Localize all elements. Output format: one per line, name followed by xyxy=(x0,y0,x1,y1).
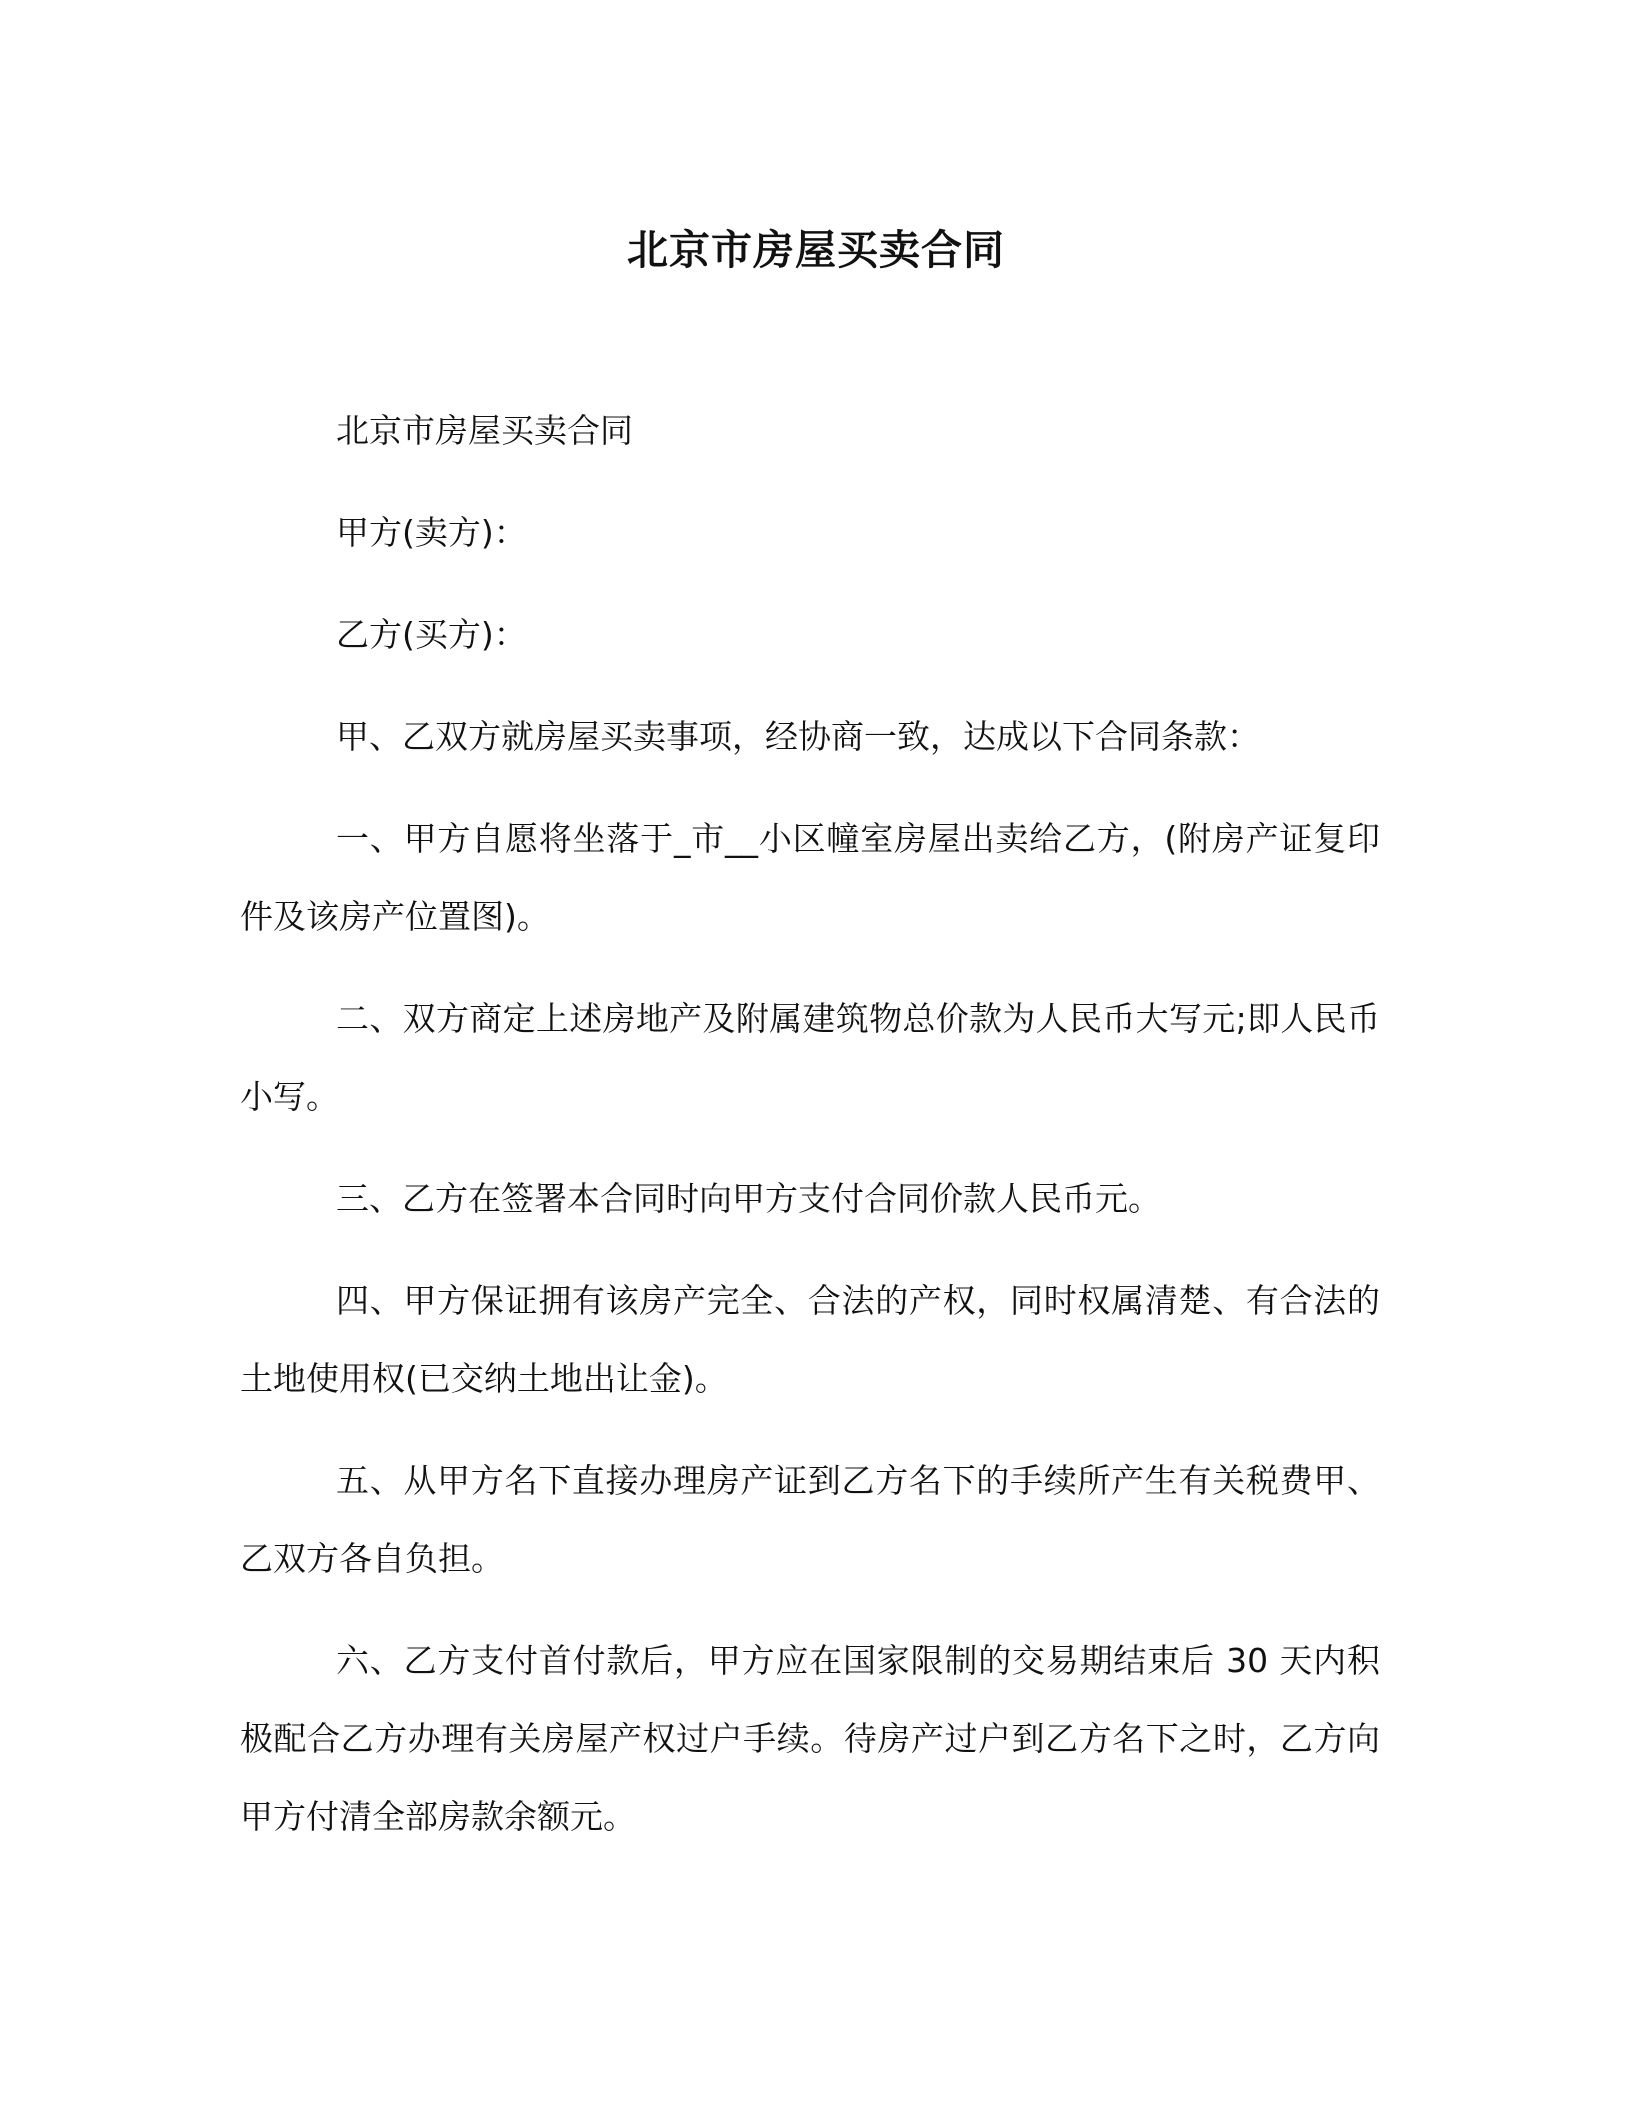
clause-3: 三、乙方在签署本合同时向甲方支付合同价款人民币元。 xyxy=(336,1179,1161,1218)
document-title: 北京市房屋买卖合同 xyxy=(627,226,1005,274)
preamble-paragraph: 甲、乙双方就房屋买卖事项，经协商一致，达成以下合同条款： xyxy=(336,717,1260,756)
clause-5: 五、从甲方名下直接办理房产证到乙方名下的手续所产生有关税费甲、乙双方各自负担。 xyxy=(240,1461,1380,1578)
clause-6: 六、乙方支付首付款后，甲方应在国家限制的交易期结束后 30 天内积极配合乙方办理有关房屋产权过户手续。待房产过户到乙方名下之时，乙方向甲方付清全部房款余额元。 xyxy=(240,1641,1380,1836)
clause-1: 一、甲方自愿将坐落于_市__小区幢室房屋出卖给乙方，(附房产证复印件及该房产位置图)。 xyxy=(240,819,1380,936)
party-b-line: 乙方(买方)： xyxy=(336,615,527,654)
clause-2: 二、双方商定上述房地产及附属建筑物总价款为人民币大写元;即人民币小写。 xyxy=(240,999,1380,1116)
document-body xyxy=(240,392,1380,1880)
party-a-line: 甲方(卖方)： xyxy=(336,513,527,552)
subtitle-paragraph: 北京市房屋买卖合同 xyxy=(336,411,633,450)
clause-4: 四、甲方保证拥有该房产完全、合法的产权，同时权属清楚、有合法的土地使用权(已交纳土地出让金)。 xyxy=(240,1281,1380,1398)
